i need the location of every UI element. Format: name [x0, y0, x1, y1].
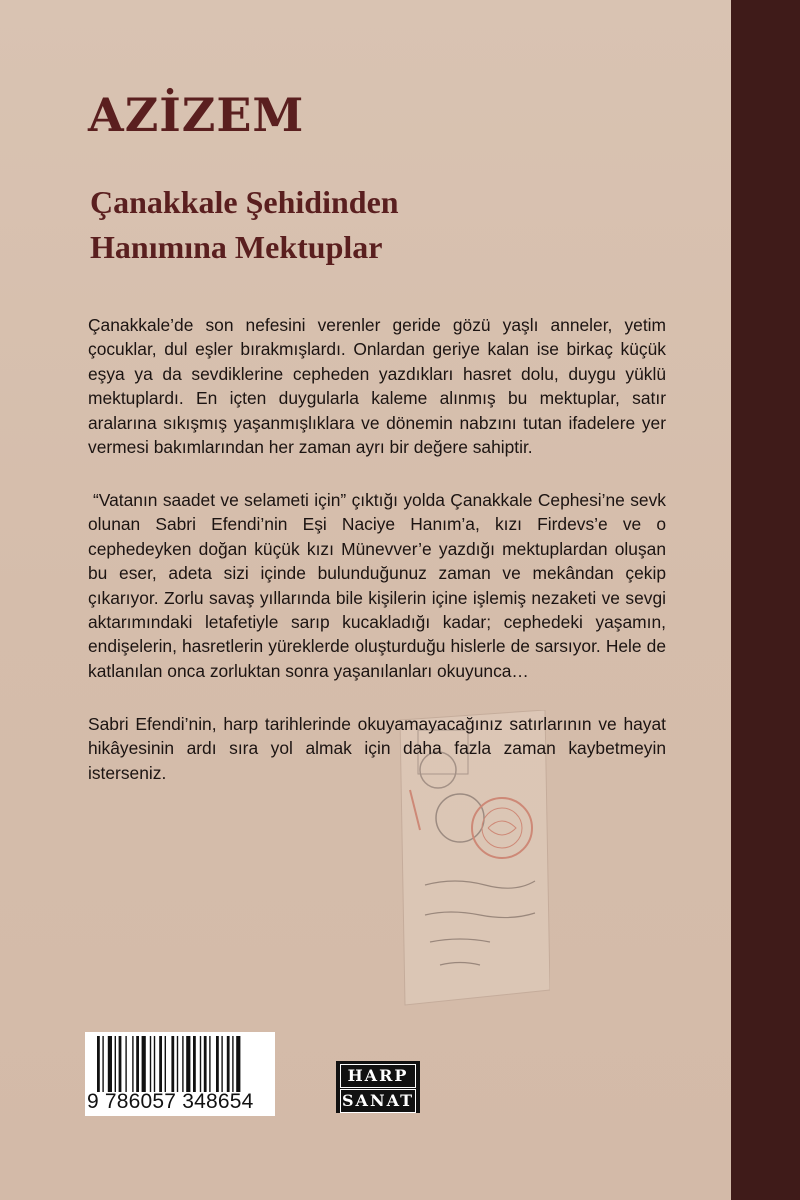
subtitle-line-2: Hanımına Mektuplar — [90, 229, 383, 265]
spine-band — [731, 0, 800, 1200]
subtitle-line-1: Çanakkale Şehidinden — [90, 184, 399, 220]
publisher-logo-line-2: SANAT — [340, 1089, 416, 1113]
description-paragraph-3: Sabri Efendi’nin, harp tarihlerinde okuyamayacağınız satırlarının ve hayat hikâyesinin ardı sıra yol almak için daha fazla zaman kaybetmeyin isterseniz. — [88, 714, 666, 783]
barcode-bars — [97, 1036, 267, 1092]
book-title: AZİZEM — [88, 88, 305, 142]
publisher-logo — [336, 1061, 420, 1113]
publisher-logo-line-1: HARP — [340, 1064, 416, 1088]
description-paragraph-1: Çanakkale’de son nefesini verenler geride gözü yaşlı anneler, yetim çocuklar, dul eşler bırakmışlardı. Onlardan geriye kalan ise birkaç küçük eşya ya da sevdiklerine cepheden yazdıkları hasret dolu, duygu yüklü mektuplardı. En içten duygularla kaleme alınmış bu mektuplar, satır aralarına sıkışmış yaşanmışlıklara ve dönemin nabzını tutan ifadelere yer vermesi bakımlarından her zaman ayrı bir değere sahiptir. — [88, 315, 666, 458]
book-subtitle — [90, 180, 399, 270]
isbn-number: 9 786057 348654 — [87, 1090, 254, 1113]
isbn-barcode — [85, 1032, 275, 1116]
description-paragraph-2: “Vatanın saadet ve selameti için” çıktığı yolda Çanakkale Cephesi’ne sevk olunan Sabri Efendi’nin Eşi Naciye Hanım’a, kızı Firdevs’e ve o cephedeyken doğan küçük kızı Münevver’e yazdığı mektuplardan oluşan bu eser, adeta sizi içinde bulunduğunuz zaman ve mekândan çekip çıkarıyor. Zorlu savaş yıllarında bile kişilerin içine işlemiş nezaketi ve sevgi aktarımındaki letafetiyle sarıp kucakladığı kadar; cephedeki yaşamın, endişelerin, hasretlerin yüreklerde oluşturduğu hislerle de sarsıyor. Hele de katlanılan onca zorluktan sonra yaşanılanları okuyunca… — [88, 490, 666, 681]
